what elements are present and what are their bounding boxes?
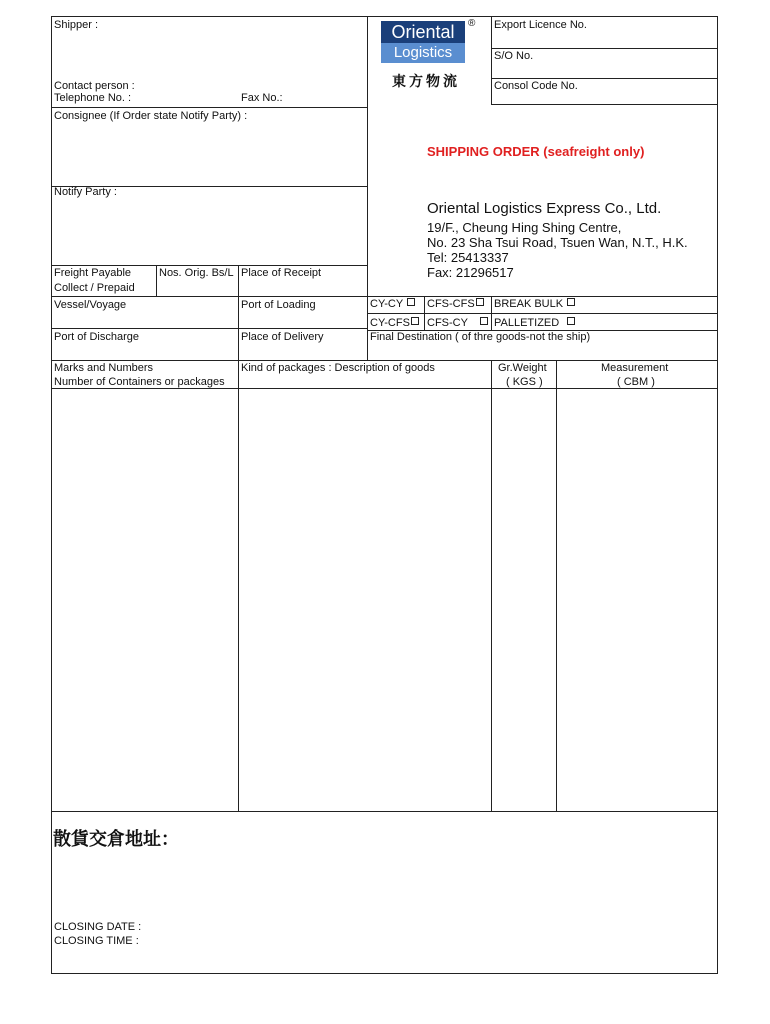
place-delivery-label: Place of Delivery	[241, 331, 324, 343]
checkbox-icon	[567, 317, 575, 325]
consol-code-label: Consol Code No.	[494, 80, 578, 92]
company-logo: Oriental	[381, 21, 465, 43]
checkbox-icon	[407, 298, 415, 306]
gr-weight-label: Gr.Weight	[498, 362, 547, 374]
cbm-label: ( CBM )	[617, 376, 655, 388]
notify-party-label: Notify Party :	[54, 186, 117, 198]
divider	[156, 265, 157, 296]
port-loading-label: Port of Loading	[241, 299, 316, 311]
checkbox-icon	[480, 317, 488, 325]
option-cy-cfs[interactable]: CY-CFS	[370, 317, 419, 330]
divider	[51, 296, 718, 297]
kgs-label: ( KGS )	[506, 376, 543, 388]
divider	[491, 78, 718, 79]
company-logo-sub: Logistics	[381, 43, 465, 63]
divider	[491, 48, 718, 49]
freight-payable-label: Freight Payable	[54, 267, 132, 279]
divider	[556, 360, 557, 811]
company-name: Oriental Logistics Express Co., Ltd.	[427, 200, 662, 217]
fax-label: Fax No.:	[241, 92, 283, 104]
port-discharge-label: Port of Discharge	[54, 331, 139, 343]
measurement-label: Measurement	[601, 362, 669, 374]
checkbox-icon	[476, 298, 484, 306]
cn-address-heading: 散貨交倉地址：	[53, 829, 179, 850]
divider	[51, 360, 718, 361]
closing-time-label: CLOSING TIME :	[54, 935, 139, 947]
checkbox-icon	[411, 317, 419, 325]
divider	[367, 16, 368, 296]
option-cfs-cfs[interactable]: CFS-CFS	[427, 298, 484, 311]
consignee-label: Consignee (If Order state Notify Party) :	[54, 110, 248, 122]
divider	[491, 104, 718, 105]
nos-orig-label: Nos. Orig. Bs/L	[159, 267, 234, 279]
checkbox-icon	[567, 298, 575, 306]
company-address-1: 19/F., Cheung Hing Shing Centre,	[427, 220, 622, 235]
divider	[51, 328, 367, 329]
company-tel: Tel: 25413337	[427, 250, 509, 265]
so-no-label: S/O No.	[494, 50, 534, 62]
option-palletized[interactable]: PALLETIZED	[494, 317, 575, 330]
divider	[491, 16, 492, 104]
option-break-bulk[interactable]: BREAK BULK	[494, 298, 575, 311]
closing-date-label: CLOSING DATE :	[54, 921, 142, 933]
option-cy-cy[interactable]: CY-CY	[370, 298, 415, 311]
registered-mark: ®	[468, 18, 476, 29]
logo-chinese: 東方物流	[392, 74, 460, 90]
company-address-2: No. 23 Sha Tsui Road, Tsuen Wan, N.T., H.K.	[427, 235, 688, 250]
divider	[51, 811, 718, 812]
page-title: SHIPPING ORDER (seafreight only)	[427, 144, 645, 159]
divider	[51, 265, 367, 266]
telephone-label: Telephone No. :	[54, 92, 132, 104]
company-fax: Fax: 21296517	[427, 265, 514, 280]
divider	[367, 313, 718, 314]
divider	[238, 265, 239, 811]
export-licence-label: Export Licence No.	[494, 19, 587, 31]
marks-numbers-label: Marks and Numbers	[54, 362, 154, 374]
option-cfs-cy[interactable]: CFS-CY	[427, 317, 488, 330]
divider	[367, 296, 368, 360]
contact-person-label: Contact person :	[54, 80, 135, 92]
divider	[51, 107, 367, 108]
divider	[491, 360, 492, 811]
final-destination-label: Final Destination ( of thre goods-not the ship)	[370, 331, 591, 343]
kind-packages-label: Kind of packages : Description of goods	[241, 362, 435, 374]
collect-prepaid-label: Collect / Prepaid	[54, 282, 135, 294]
num-containers-label: Number of Containers or packages	[54, 376, 225, 388]
shipper-label: Shipper :	[54, 19, 99, 31]
place-receipt-label: Place of Receipt	[241, 267, 322, 279]
vessel-voyage-label: Vessel/Voyage	[54, 299, 127, 311]
